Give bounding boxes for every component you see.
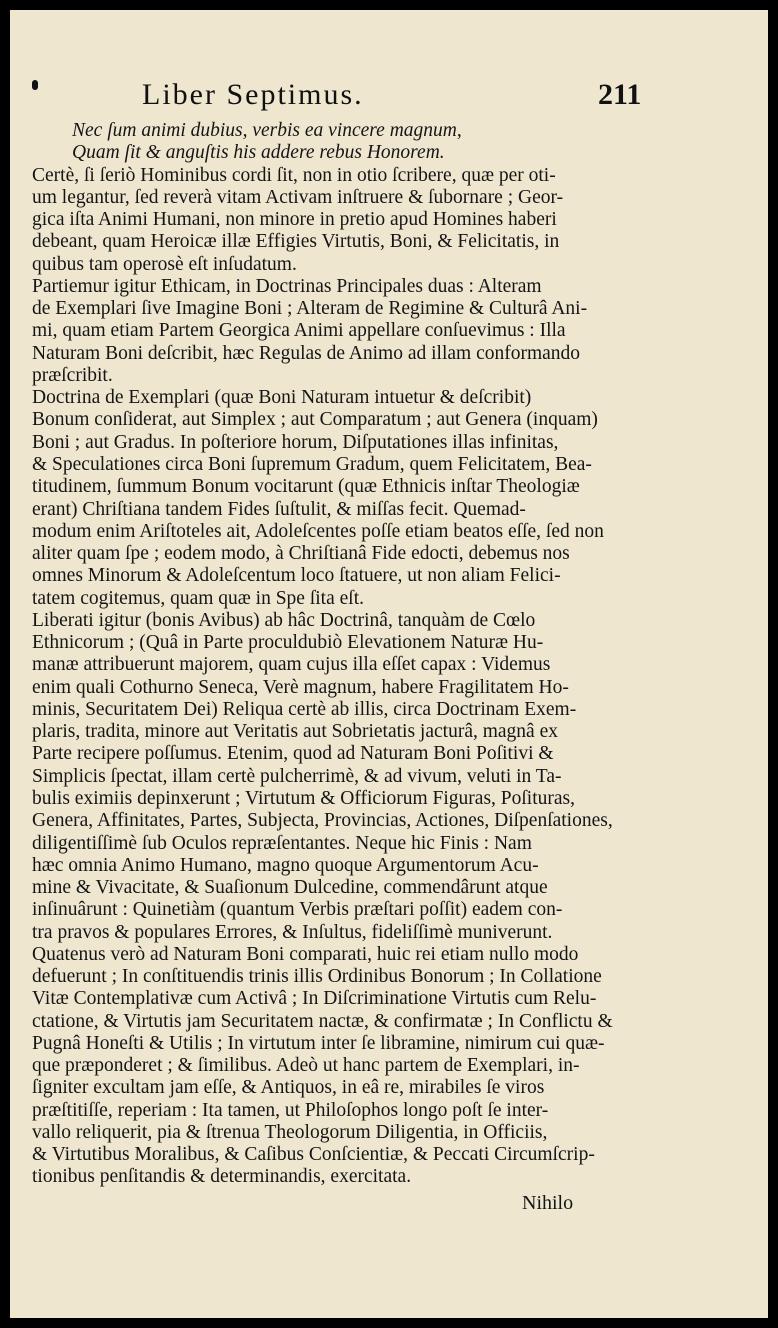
text-line: gica iſta Animi Humani, non minore in pretio apud Homines haberi: [32, 209, 557, 231]
text-line: Partiemur igitur Ethicam, in Doctrinas Principales duas : Alteram: [32, 275, 542, 297]
text-line: mine & Vivacitate, & Suaſionum Dulcedine, commendârunt atque: [32, 877, 548, 899]
catchword: Nihilo: [522, 1192, 574, 1214]
text-line: Genera, Affinitates, Partes, Subjecta, Provincias, Actiones, Diſpenſationes,: [32, 810, 613, 832]
text-line: quibus tam operosè eſt inſudatum.: [32, 253, 297, 275]
text-line: mi, quam etiam Partem Georgica Animi appellare conſuevimus : Illa: [32, 320, 566, 342]
text-line: præſtitiſſe, reperiam : Ita tamen, ut Philoſophos longo poſt ſe inter-: [32, 1099, 549, 1121]
text-line: debeant, quam Heroicæ illæ Effigies Virtutis, Boni, & Felicitatis, in: [32, 231, 560, 253]
text-line: de Exemplari ſive Imagine Boni ; Alteram de Regimine & Culturâ Ani-: [32, 298, 588, 320]
text-line: hæc omnia Animo Humano, magno quoque Argumentorum Acu-: [32, 854, 539, 876]
text-line: tra pravos & populares Errores, & Inſultus, fideliſſimè muniverunt.: [32, 921, 553, 943]
text-line: um legantur, ſed reverà vitam Activam inſtruere & ſubornare ; Geor-: [32, 186, 564, 208]
book-page: [10, 10, 768, 1318]
text-line: Bonum conſiderat, aut Simplex ; aut Comparatum ; aut Genera (inquam): [32, 409, 598, 431]
text-line: Naturam Boni deſcribit, hæc Regulas de Animo ad illam conformando: [32, 342, 581, 364]
running-head: Liber Septimus.: [142, 78, 364, 111]
text-line: Pugnâ Honeſti & Utilis ; In virtutum inter ſe libramine, nimirum cui quæ-: [32, 1032, 605, 1054]
verse-line: Nec ſum animi dubius, verbis ea vincere magnum,: [72, 120, 462, 141]
text-line: diligentiſſimè ſub Oculos repræſentantes. Neque hic Finis : Nam: [32, 832, 532, 854]
text-line: vallo reliquerit, pia & ſtrenua Theologorum Diligentia, in Officiis,: [32, 1121, 548, 1143]
text-line: & Speculationes circa Boni ſupremum Gradum, quem Felicitatem, Bea-: [32, 453, 592, 475]
text-line: tatem cogitemus, quam quæ in Spe ſita eſt.: [32, 587, 364, 609]
text-line: Liberati igitur (bonis Avibus) ab hâc Doctrinâ, tanquàm de Cœlo: [32, 609, 536, 631]
text-line: & Virtutibus Moralibus, & Caſibus Conſcientiæ, & Peccati Circumſcrip-: [32, 1144, 595, 1166]
page-header: [10, 78, 768, 118]
text-line: Simplicis ſpectat, illam certè pulcherrimè, & ad vivum, veluti in Ta-: [32, 765, 562, 787]
text-line: tionibus penſitandis & determinandis, exercitata.: [32, 1166, 412, 1188]
body-text: [32, 120, 762, 1189]
verse-line: Quam ſit & anguſtis his addere rebus Honorem.: [72, 142, 445, 164]
page-number: 211: [598, 78, 642, 111]
text-line: modum enim Ariſtoteles ait, Adoleſcentes poſſe etiam beatos eſſe, ſed non: [32, 520, 604, 542]
text-line: bulis eximiis depinxerunt ; Virtutum & Officiorum Figuras, Poſituras,: [32, 787, 575, 809]
text-line: enim quali Cothurno Seneca, Verè magnum, habere Fragilitatem Ho-: [32, 676, 569, 698]
text-line: erant) Chriſtiana tandem Fides ſuſtulit, & miſſas fecit. Quemad-: [32, 498, 526, 520]
text-line: defuerunt ; In conſtituendis trinis illis Ordinibus Bonorum ; In Collatione: [32, 966, 602, 988]
text-line: inſinuârunt : Quinetiàm (quantum Verbis præſtari poſſit) eadem con-: [32, 899, 563, 921]
text-line: Certè, ſi ſeriò Hominibus cordi ſit, non in otio ſcribere, quæ per oti-: [32, 164, 556, 186]
text-line: minis, Securitatem Dei) Reliqua certè ab illis, circa Doctrinam Exem-: [32, 698, 577, 720]
text-line: præſcribit.: [32, 364, 113, 386]
text-line: aliter quam ſpe ; eodem modo, à Chriſtianâ Fide edocti, debemus nos: [32, 543, 570, 565]
text-line: Doctrina de Exemplari (quæ Boni Naturam intuetur & deſcribit): [32, 387, 532, 409]
text-line: Quatenus verò ad Naturam Boni comparati, huic rei etiam nullo modo: [32, 943, 579, 965]
text-line: Parte recipere poſſumus. Etenim, quod ad Naturam Boni Poſitivi &: [32, 743, 554, 765]
text-line: titudinem, ſummum Bonum vocitarunt (quæ Ethnicis inſtar Theologiæ: [32, 476, 580, 498]
text-line: omnes Minorum & Adoleſcentum loco ſtatuere, ut non aliam Felici-: [32, 565, 561, 587]
text-line: plaris, tradita, minore aut Veritatis aut Sobrietatis jacturâ, magnâ ex: [32, 721, 558, 743]
text-line: que præponderet ; & ſimilibus. Adeò ut hanc partem de Exemplari, in-: [32, 1055, 580, 1077]
text-line: ctatione, & Virtutis jam Securitatem nactæ, & confirmatæ ; In Conflictu &: [32, 1010, 613, 1032]
text-line: Vitæ Contemplativæ cum Activâ ; In Diſcriminatione Virtutis cum Relu-: [32, 988, 597, 1010]
text-line: Boni ; aut Gradus. In poſteriore horum, Diſputationes illas infinitas,: [32, 431, 559, 453]
text-line: Ethnicorum ; (Quâ in Parte proculdubiò Elevationem Naturæ Hu-: [32, 632, 544, 654]
text-line: ſigniter excultam jam eſſe, & Antiquos, in eâ re, mirabiles ſe viros: [32, 1077, 545, 1099]
text-line: manæ attribuerunt majorem, quam cujus illa eſſet capax : Videmus: [32, 654, 551, 676]
ink-mark: [32, 80, 38, 90]
